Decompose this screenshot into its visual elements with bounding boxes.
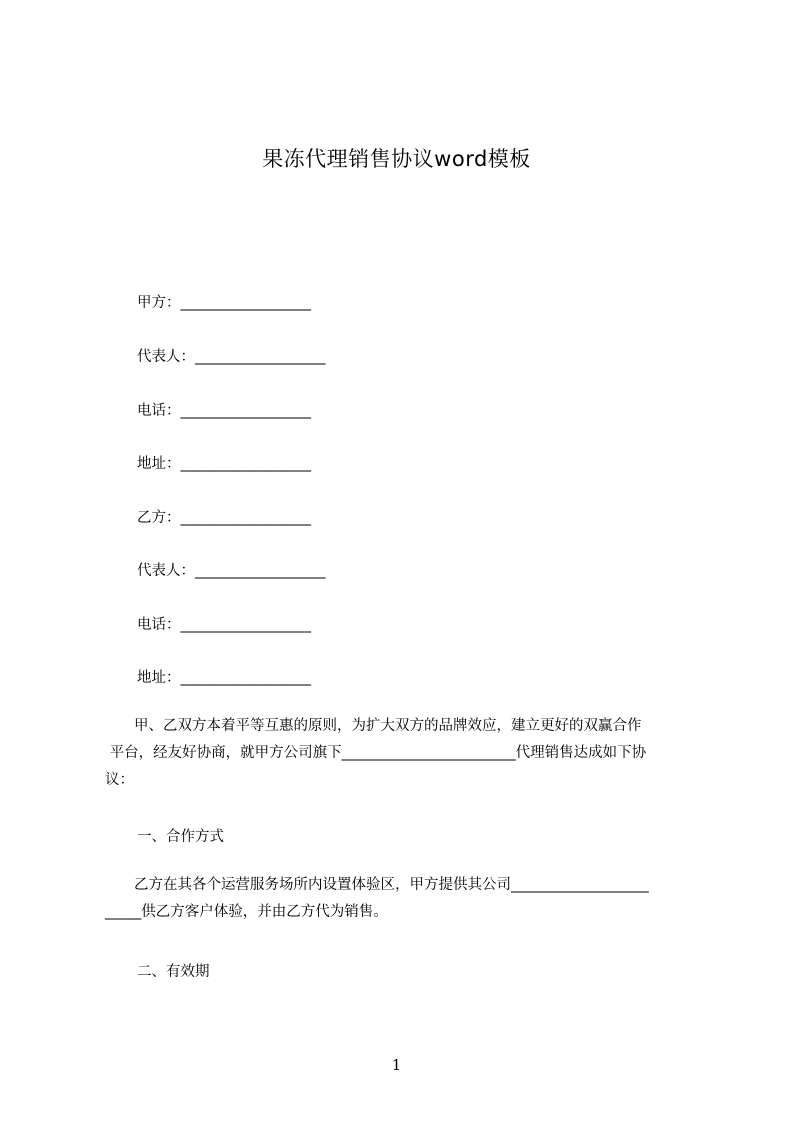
intro-line-2: 平台，经友好协商，就甲方公司旗下________________________代理销售达成如下协 (105, 745, 647, 761)
party-a-representative-field: 代表人：__________________ (137, 349, 326, 365)
section-1-line-2: _____供乙方客户体验，并由乙方代为销售。 (105, 904, 388, 920)
party-b-representative-field: 代表人：__________________ (137, 563, 326, 579)
party-a-address-field: 地址：__________________ (137, 456, 311, 472)
party-a-phone-field: 电话：__________________ (137, 403, 311, 419)
party-b-phone-field: 电话：__________________ (137, 617, 311, 633)
page-number: 1 (391, 1056, 402, 1074)
intro-line-3: 议： (105, 772, 134, 788)
document-title: 果冻代理销售协议word模板 (262, 147, 531, 171)
intro-line-1: 甲、乙双方本着平等互惠的原则，为扩大双方的品牌效应，建立更好的双赢合作 (105, 718, 642, 734)
intro-paragraph (105, 713, 705, 794)
section-2-heading: 二、有效期 (137, 964, 210, 980)
section-1-line-1: 乙方在其各个运营服务场所内设置体验区，甲方提供其公司___________________ (105, 877, 649, 893)
section-1-paragraph (105, 872, 705, 926)
party-b-field: 乙方：__________________ (137, 510, 311, 526)
party-a-field: 甲方：__________________ (137, 295, 311, 311)
party-b-address-field: 地址：__________________ (137, 670, 311, 686)
section-1-heading: 一、合作方式 (137, 829, 224, 845)
